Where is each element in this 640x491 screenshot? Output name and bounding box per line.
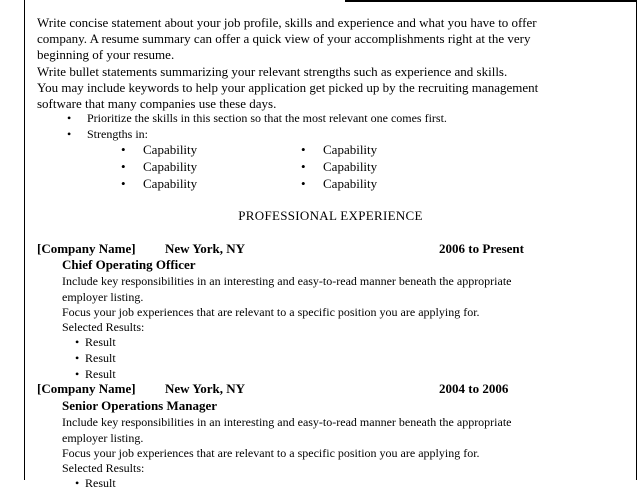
summary-line: beginning of your resume.	[37, 47, 175, 62]
section-heading: PROFESSIONAL EXPERIENCE	[238, 208, 423, 223]
job-title: Chief Operating Officer	[62, 257, 196, 272]
job-description: employer listing.	[62, 431, 144, 445]
bullet-icon: •	[121, 159, 126, 174]
summary-line: company. A resume summary can offer a quick view of your accomplishments right at the very	[37, 31, 531, 46]
result-item: • Result	[75, 476, 116, 490]
bullet-icon: •	[301, 142, 306, 157]
bullet-icon: •	[67, 111, 72, 125]
job-description: Focus your job experiences that are relevant to a specific position you are applying for.	[62, 305, 480, 319]
bullet-icon: •	[75, 367, 80, 381]
result-item: • Result	[75, 335, 116, 349]
job-description: Include key responsibilities in an interesting and easy-to-read manner beneath the appropriate	[62, 415, 512, 429]
job-dates: 2006 to Present	[439, 241, 524, 256]
bullet-icon: •	[301, 159, 306, 174]
bullet-icon: •	[67, 127, 72, 141]
bullet-icon: •	[121, 142, 126, 157]
job-description: employer listing.	[62, 290, 144, 304]
capability-item: • Capability	[301, 159, 378, 174]
capability-item: • Capability	[121, 159, 198, 174]
bullet-icon: •	[121, 176, 126, 191]
results-label: Selected Results:	[62, 320, 145, 334]
company-name: [Company Name]	[37, 381, 136, 396]
capability-item: • Capability	[121, 142, 198, 157]
job-description: Focus your job experiences that are relevant to a specific position you are applying for.	[62, 446, 480, 460]
bullet-icon: •	[75, 476, 80, 490]
summary-line: You may include keywords to help your application get picked up by the recruiting management	[37, 80, 539, 95]
job-location: New York, NY	[165, 381, 246, 396]
result-item: • Result	[75, 367, 116, 381]
company-name: [Company Name]	[37, 241, 136, 256]
job-dates: 2004 to 2006	[439, 381, 509, 396]
bullet-icon: •	[301, 176, 306, 191]
summary-line: Write concise statement about your job profile, skills and experience and what you have to offer	[37, 15, 537, 30]
resume-page	[24, 0, 637, 490]
capability-item: • Capability	[301, 142, 378, 157]
results-label: Selected Results:	[62, 461, 145, 475]
bullet-icon: •	[75, 351, 80, 365]
job-description: Include key responsibilities in an interesting and easy-to-read manner beneath the appropriate	[62, 274, 512, 288]
summary-line: Write bullet statements summarizing your relevant strengths such as experience and skills.	[37, 64, 508, 79]
job-location: New York, NY	[165, 241, 246, 256]
result-item: • Result	[75, 351, 116, 365]
bullet-icon: •	[75, 335, 80, 349]
summary-bullet: • Prioritize the skills in this section so that the most relevant one comes first.	[67, 111, 447, 125]
top-rule	[345, 0, 636, 2]
job-title: Senior Operations Manager	[62, 398, 218, 413]
capability-item: • Capability	[301, 176, 378, 191]
summary-line: software that many companies use these days.	[37, 96, 277, 111]
capability-item: • Capability	[121, 176, 198, 191]
summary-bullet: • Strengths in:	[67, 127, 149, 141]
